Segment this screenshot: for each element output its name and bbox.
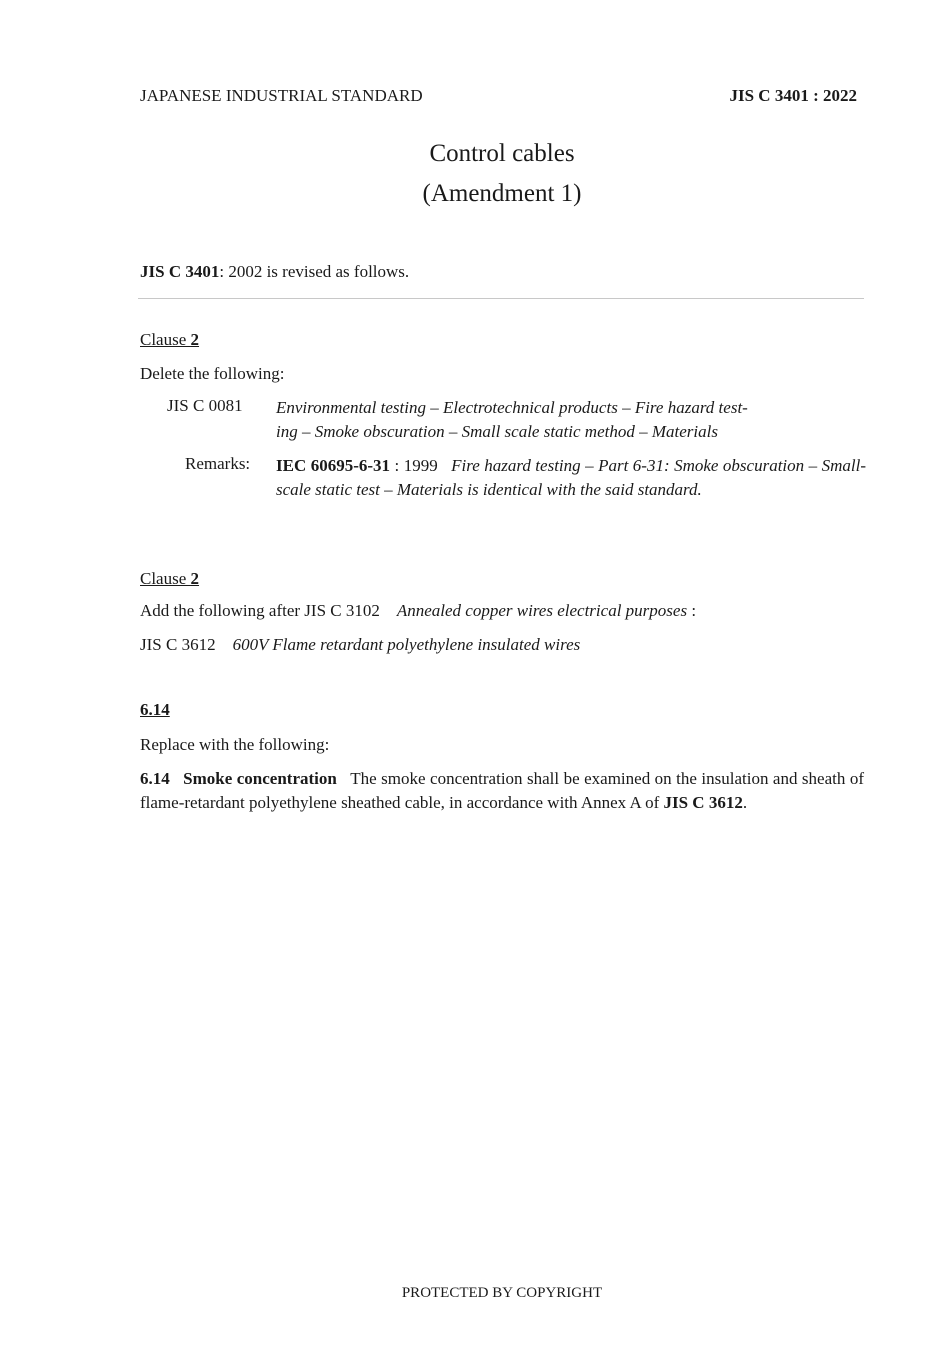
section2-ref-code: JIS C 3612 (140, 635, 216, 654)
section1-ref-title-line2: ing – Smoke obscuration – Small scale static method – Materials (276, 422, 718, 441)
section2-ref (140, 633, 864, 657)
section2-ref-title: 600V Flame retardant polyethylene insulated wires (232, 635, 581, 654)
intro-text: : 2002 is revised as follows. (219, 262, 410, 281)
remarks-standard-ref: IEC 60695-6-31 (276, 456, 391, 475)
section2-instruction-prefix: Add the following after JIS C 3102 (140, 601, 380, 620)
remarks-label: Remarks: (185, 454, 251, 473)
clause-title: Smoke concentration (183, 769, 337, 788)
section1-heading-word: Clause (140, 330, 191, 349)
section1-ref-title (276, 396, 864, 444)
header-left-title: JAPANESE INDUSTRIAL STANDARD (140, 86, 423, 105)
clause-body-text: The smoke concentration shall be examined on the insulation and sheath of flame-retardant polyethylene sheathed cable, in accordance with Annex A of (140, 769, 864, 812)
section1-heading (140, 330, 199, 350)
clause-body-end: . (742, 793, 748, 812)
section2-instruction-title: Annealed copper wires electrical purposes (396, 601, 688, 620)
section1-heading-number: 2 (190, 330, 200, 349)
document-title (0, 134, 950, 214)
remarks-standard-title: Fire hazard testing – Part 6-31: Smoke obscuration – Small-scale static test – Materials (276, 456, 866, 499)
intro-paragraph (140, 262, 409, 282)
remarks-year: : 1999 (390, 456, 438, 475)
section2-heading (140, 569, 199, 589)
footer-copyright: PROTECTED BY COPYRIGHT (401, 1285, 603, 1301)
section1-instruction: Delete the following: (140, 364, 285, 383)
section2-instruction (140, 599, 864, 623)
divider-line (138, 298, 864, 299)
section2-heading-number: 2 (190, 569, 200, 588)
section2-heading-word: Clause (140, 569, 191, 588)
section3-clause-body (140, 767, 864, 815)
section3-heading (140, 700, 170, 720)
title-line-2: (Amendment 1) (422, 180, 582, 207)
clause-number: 6.14 (140, 769, 170, 788)
section3-instruction: Replace with the following: (140, 735, 330, 754)
section1-ref-code: JIS C 0081 (167, 396, 243, 415)
header-standard-number: JIS C 3401 : 2022 (729, 86, 857, 105)
title-line-1: Control cables (429, 140, 575, 167)
remarks-tail: is identical with the said standard. (462, 480, 702, 499)
intro-standard-ref: JIS C 3401 (140, 262, 220, 281)
remarks-text (276, 454, 866, 502)
section3-heading-number: 6.14 (140, 700, 170, 719)
clause-body-standard-ref: JIS C 3612 (663, 793, 743, 812)
section2-instruction-suffix: : (687, 601, 697, 620)
section1-ref-title-line1: Environmental testing – Electrotechnical products – Fire hazard test- (276, 398, 748, 417)
